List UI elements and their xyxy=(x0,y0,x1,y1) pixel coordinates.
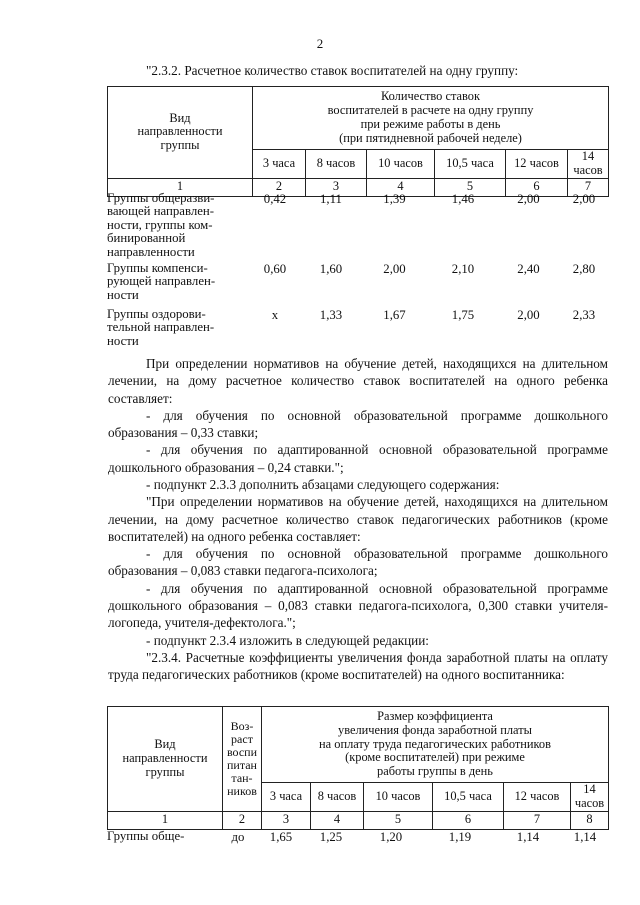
table-cell: 2,33 xyxy=(572,308,596,322)
table-cell: 2,80 xyxy=(572,262,596,276)
list-item: - подпункт 2.3.4 изложить в следующей редакции: xyxy=(146,632,429,648)
table2-hours-cell: 8 часов xyxy=(311,783,364,812)
table1-hours-cell: 3 часа xyxy=(253,150,306,179)
table1-hours-cell: 10 часов xyxy=(367,150,435,179)
table2-coef-header: Размер коэффициента увеличения фонда заработной платы на оплату труда педагогических работников (кроме воспитателей) при режиме работы группы в день xyxy=(262,707,609,783)
table-cell: 1,14 xyxy=(573,830,597,844)
table-cell: 1,67 xyxy=(383,308,406,322)
table2-hours-cell: 3 часа xyxy=(262,783,311,812)
table1-hours-cell: 10,5 часа xyxy=(435,150,506,179)
table-cell: 1,60 xyxy=(319,262,343,276)
table-cell: 2,00 xyxy=(383,262,406,276)
table1-header xyxy=(107,86,609,197)
table-cell: 0,60 xyxy=(263,262,287,276)
table2-number-cell: 1 xyxy=(108,811,223,829)
table1-number-cell: 7 xyxy=(568,178,609,196)
table-row xyxy=(107,308,609,352)
table-row xyxy=(107,830,609,848)
paragraph: "При определении нормативов на обучение детей, находящихся на длительном лечении, на дому расчетное количество ставок педагогических работников (кроме воспитателей) на одного ребенка составляет: xyxy=(108,494,608,544)
table-cell: 1,39 xyxy=(383,192,406,206)
table1-number-cell: 3 xyxy=(306,178,367,196)
table-cell: 2,00 xyxy=(517,192,540,206)
table1-hours-cell: 8 часов xyxy=(306,150,367,179)
table-cell: 1,33 xyxy=(319,308,343,322)
table-cell: 1,11 xyxy=(320,192,342,206)
table2-data xyxy=(107,830,609,848)
table2-number-cell: 4 xyxy=(311,811,364,829)
list-item: - подпункт 2.3.3 дополнить абзацами следующего содержания: xyxy=(146,476,500,492)
table2-hours-cell: 10,5 часа xyxy=(433,783,504,812)
table-cell: х xyxy=(271,308,279,322)
list-item: - для обучения по адаптированной основной образовательной программе дошкольного образования – 0,083 ставки педагога-психолога, 0,300 ставки учителя-логопеда, учителя-дефектолога."; xyxy=(108,580,608,631)
table-cell: 1,46 xyxy=(451,192,475,206)
table-row xyxy=(107,192,609,262)
table-cell: 1,75 xyxy=(451,308,475,322)
table1-number-cell: 2 xyxy=(253,178,306,196)
table2-number-cell: 6 xyxy=(433,811,504,829)
table1-number-cell: 4 xyxy=(367,178,435,196)
table-cell: 0,42 xyxy=(263,192,287,206)
table-row xyxy=(107,262,609,308)
table1-group-header: Вид направленности группы xyxy=(108,87,253,179)
table-cell: 1,20 xyxy=(379,830,403,844)
table-cell: 1,14 xyxy=(516,830,540,844)
table-cell: 2,00 xyxy=(517,308,540,322)
table1-quantity-header: Количество ставок воспитателей в расчете на одну группу при режиме работы в день (при пятидневной рабочей неделе) xyxy=(253,87,609,150)
list-item: - для обучения по адаптированной основной образовательной программе дошкольного образования – 0,24 ставки."; xyxy=(108,442,608,475)
table-cell: до xyxy=(231,830,245,844)
table2-number-cell: 2 xyxy=(223,811,262,829)
intro-line: "2.3.2. Расчетное количество ставок воспитателей на одну группу: xyxy=(146,63,519,78)
table1-hours-cell: 14 часов xyxy=(568,150,609,179)
table-cell: 1,19 xyxy=(448,830,472,844)
table2-number-cell: 7 xyxy=(504,811,571,829)
table2-group-header: Вид направленности группы xyxy=(108,707,223,812)
table2-number-cell: 5 xyxy=(364,811,433,829)
table1-number-cell: 6 xyxy=(506,178,568,196)
row-label: Группы оздорови- тельной направлен- ности xyxy=(107,307,215,348)
table-cell: 1,65 xyxy=(269,830,293,844)
table-cell: 2,10 xyxy=(451,262,475,276)
list-item: - для обучения по основной образовательной программе дошкольного образования – 0,083 ставки педагога-психолога; xyxy=(108,546,608,579)
paragraph: При определении нормативов на обучение детей, находящихся на длительном лечении, на дому расчетное количество ставок воспитателей на одного ребенка составляет: xyxy=(108,356,608,406)
table1-number-cell: 1 xyxy=(108,178,253,196)
table-cell: 2,40 xyxy=(517,262,540,276)
table1-data xyxy=(107,192,609,352)
row-label: Группы компенси- рующей направлен- ности xyxy=(107,261,216,302)
table2-hours-cell: 14 часов xyxy=(571,783,609,812)
table2-age-header: Воз- раст воспи питан тан- ников xyxy=(223,707,262,812)
body-text xyxy=(108,355,608,683)
row-label: Группы обще- xyxy=(107,829,185,843)
table-cell: 1,25 xyxy=(319,830,343,844)
table2-hours-cell: 10 часов xyxy=(364,783,433,812)
table-cell: 2,00 xyxy=(572,192,596,206)
paragraph: "2.3.4. Расчетные коэффициенты увеличения фонда заработной платы на оплату труда педагогических работников (кроме воспитателей) на одного воспитанника: xyxy=(108,649,608,683)
table1-hours-cell: 12 часов xyxy=(506,150,568,179)
table2-header xyxy=(107,706,609,830)
page-number: 2 xyxy=(316,36,324,51)
table1-number-cell: 5 xyxy=(435,178,506,196)
list-item: - для обучения по основной образовательной программе дошкольного образования – 0,33 ставки; xyxy=(108,407,608,441)
table2-hours-cell: 12 часов xyxy=(504,783,571,812)
table2-number-cell: 8 xyxy=(571,811,609,829)
table2-number-cell: 3 xyxy=(262,811,311,829)
row-label: Группы общеразви- вающей направлен- ности, группы ком- бинированной направленности xyxy=(107,191,215,259)
